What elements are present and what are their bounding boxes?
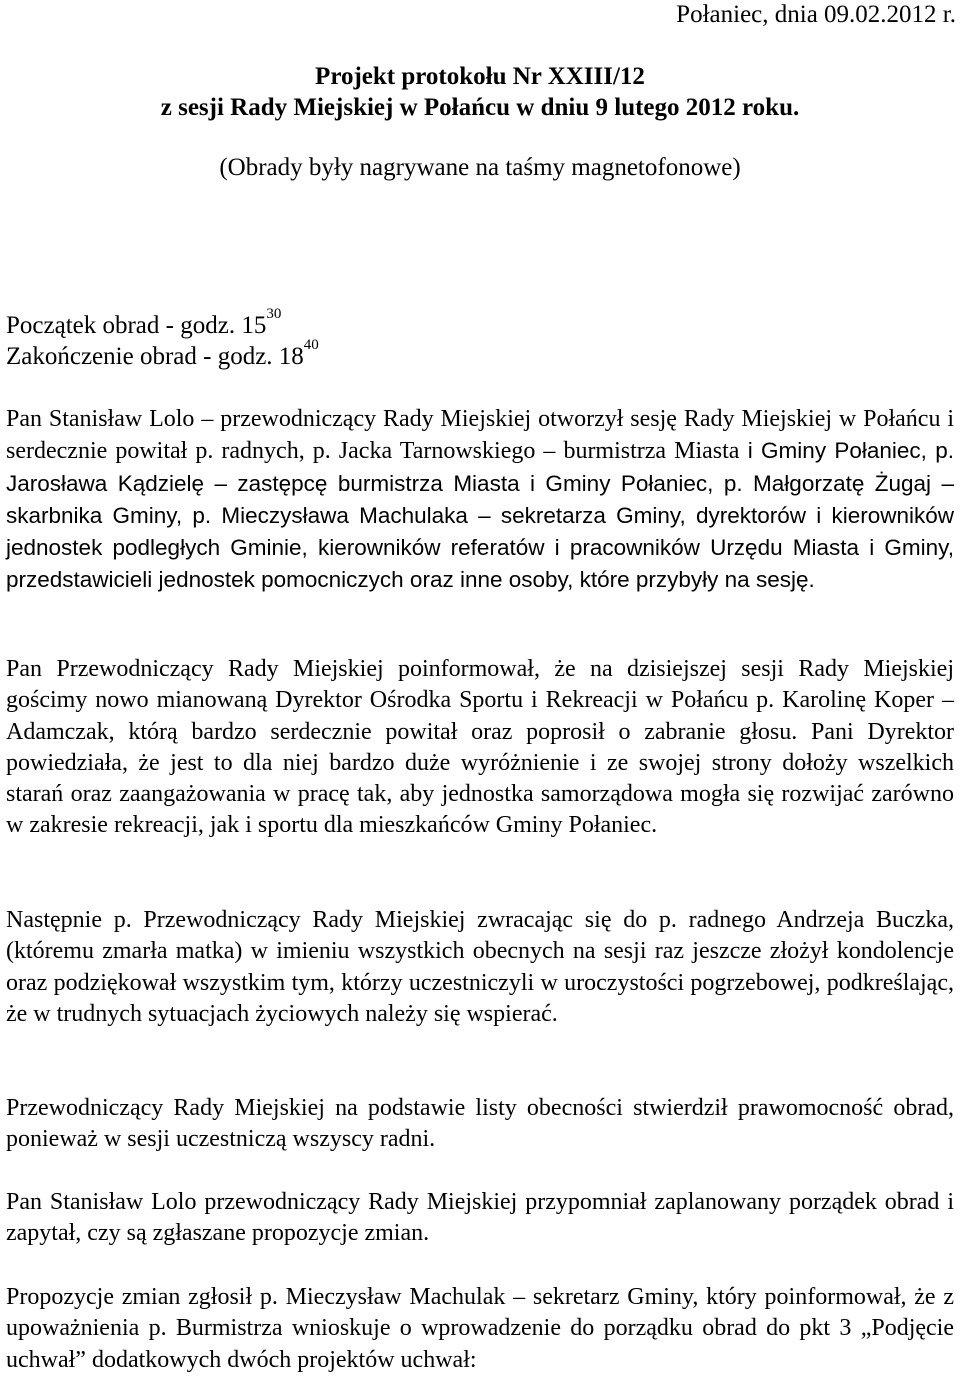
document-title: Projekt protokołu Nr XXIII/12 (315, 63, 645, 90)
session-end-label: Zakończenie obrad - godz. 18 (6, 343, 304, 370)
recording-note: (Obrady były nagrywane na taśmy magnetofonowe) (219, 154, 741, 181)
session-start-minutes: 30 (266, 305, 282, 322)
document-subtitle: z sesji Rady Miejskiej w Połańcu w dniu 9 lutego 2012 roku. (160, 94, 800, 121)
paragraph-guest-director: Pan Przewodniczący Rady Miejskiej poinformował, że na dzisiejszej sesji Rady Miejskiej gościmy nowo mianowaną Dyrektor Ośrodka Sportu i Rekreacji w Połańcu p. Karolinę Koper – Adamczak, którą bardzo serdecznie powitał oraz poprosił o zabranie głosu. Pani Dyrektor powiedziała, że jest to dla niej bardzo duże wyróżnienie i ze swojej strony dołoży wszelkich starań oraz zaangażowania w pracę tak, aby jednostka samorządowa mogła się rozwijać zarówno w zakresie rekreacji, jak i sportu dla mieszkańców Gminy Połaniec. (6, 656, 954, 839)
paragraph-agenda-changes: Propozycje zmian zgłosił p. Mieczysław Machulak – sekretarz Gminy, który poinformował, że z upoważnienia p. Burmistrza wnioskuje o wprowadzenie do porządku obrad do pkt 3 „Podjęcie uchwał” dodatkowych dwóch projektów uchwał: (6, 1284, 954, 1373)
paragraph-opening-part1: Pan Stanisław Lolo – przewodniczący Rady Miejskiej otworzył sesję Rady Miejskiej w Połańcu i serdecznie powitał p. radnych, p. Jacka Tarnowskiego – burmistrza Miasta (6, 406, 954, 465)
session-end-time (6, 336, 319, 372)
session-start-label: Początek obrad - godz. 15 (6, 312, 267, 339)
session-end-minutes: 40 (303, 336, 319, 353)
session-start-time (6, 305, 282, 341)
document-date: Połaniec, dnia 09.02.2012 r. (676, 1, 956, 28)
paragraph-opening-part2: i Gminy Połaniec, p. Jarosława Kądzielę – zastępcę burmistrza Miasta i Gminy Połaniec, p. Małgorzatę Żugaj – skarbnika Gminy, p. Mieczysława Machulaka – sekretarza Gminy, dyrektorów i kierowników jednostek podległych Gminie, kierowników referatów i pracowników Urzędu Miasta i Gminy, przedstawicieli jednostek pomocniczych oraz inne osoby, które przybyły na sesję. (6, 438, 954, 593)
paragraph-opening (6, 404, 954, 597)
paragraph-quorum: Przewodniczący Rady Miejskiej na podstawie listy obecności stwierdził prawomocność obrad, ponieważ w sesji uczestniczą wszyscy radni. (6, 1095, 954, 1153)
paragraph-agenda: Pan Stanisław Lolo przewodniczący Rady Miejskiej przypomniał zaplanowany porządek obrad i zapytał, czy są zgłaszane propozycje zmian. (6, 1189, 954, 1247)
paragraph-condolences: Następnie p. Przewodniczący Rady Miejskiej zwracając się do p. radnego Andrzeja Buczka, (któremu zmarła matka) w imieniu wszystkich obecnych na sesji raz jeszcze złożył kondolencje oraz podziękował wszystkim tym, którzy uczestniczyli w uroczystości pogrzebowej, podkreślając, że w trudnych sytuacjach życiowych należy się wspierać. (6, 907, 954, 1027)
